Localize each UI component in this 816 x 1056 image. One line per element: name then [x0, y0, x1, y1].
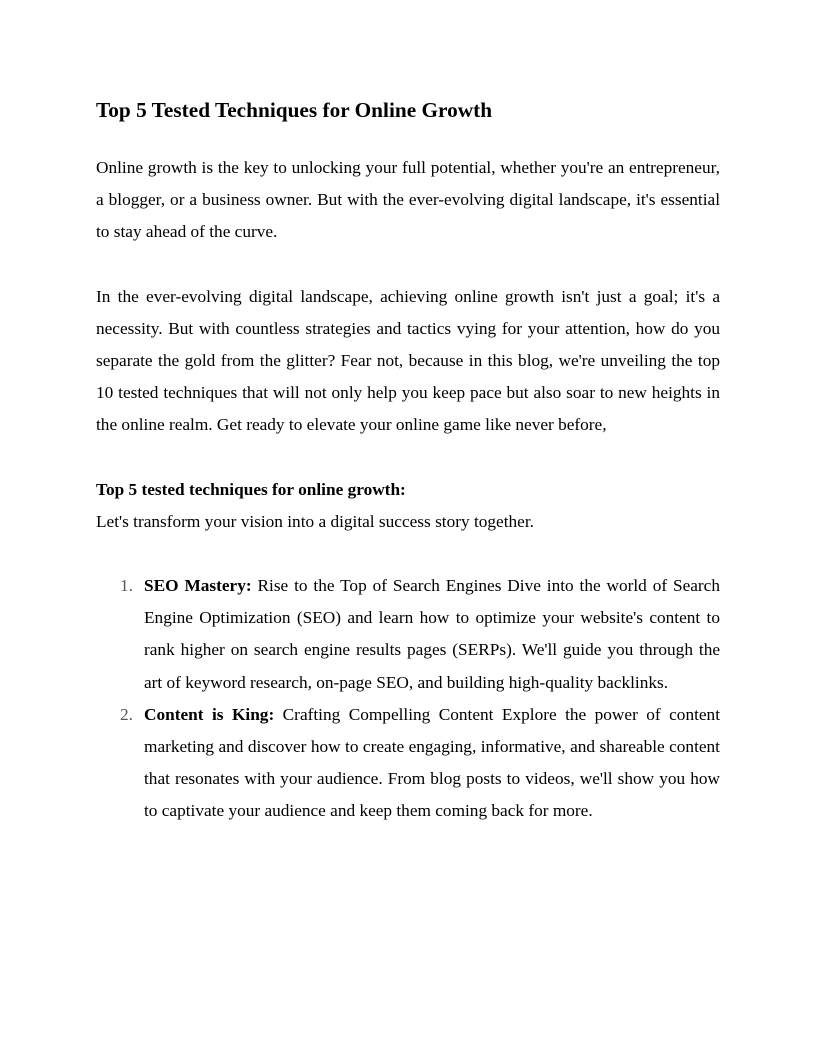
list-item — [120, 699, 720, 828]
intro-paragraph: Online growth is the key to unlocking your full potential, whether you're an entrepreneur, a blogger, or a business owner. But with the ever-evolving digital landscape, it's essential to stay ahead of the curve. — [96, 158, 720, 242]
second-paragraph: In the ever-evolving digital landscape, achieving online growth isn't just a goal; it's a necessity. But with countless strategies and tactics vying for your attention, how do you separate the gold from the glitter? Fear not, because in this blog, we're unveiling the top 10 tested techniques that will not only help you keep pace but also soar to new heights in the online realm. Get ready to elevate your online game like never before, — [96, 286, 720, 435]
list-item-title: Content is King: — [144, 704, 283, 724]
techniques-list — [96, 570, 720, 828]
document-page — [96, 96, 720, 828]
section-heading: Top 5 tested techniques for online growth: — [96, 479, 406, 499]
list-item-number: 2. — [120, 704, 133, 724]
techniques-section — [96, 474, 720, 538]
list-item-body: Crafting Compelling Content Explore the power of content marketing and discover how to create engaging, informative, and shareable content that resonates with your audience. From blog posts to videos, we'll show you how to captivate your audience and keep them coming back for more. — [144, 704, 720, 821]
list-item-title: SEO Mastery: — [144, 576, 258, 596]
document-title: Top 5 Tested Techniques for Online Growth — [96, 98, 493, 122]
list-item — [120, 570, 720, 699]
list-item-body: Rise to the Top of Search Engines Dive into the world of Search Engine Optimization (SEO) and learn how to optimize your website's content to rank higher on search engine results pages (SERPs). We'll guide you through the art of keyword research, on-page SEO, and building high-quality backlinks. — [144, 576, 720, 692]
list-item-number: 1. — [120, 576, 133, 596]
section-lead: Let's transform your vision into a digital success story together. — [96, 511, 534, 531]
